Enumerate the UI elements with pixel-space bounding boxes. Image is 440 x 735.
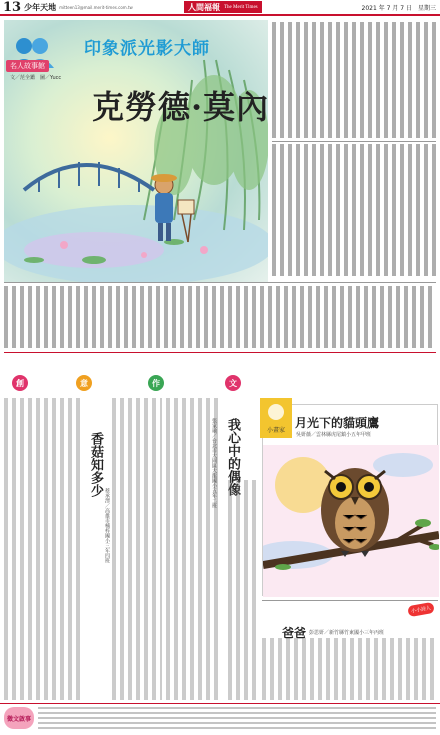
illustration-title: 月光下的貓頭鷹 (295, 416, 380, 430)
poem-title: 爸爸 (282, 626, 307, 640)
masthead (184, 1, 262, 13)
feature-body-text-3 (4, 286, 436, 348)
column-tag: 名人故事館 (6, 60, 49, 72)
page-number: 13 (3, 0, 22, 15)
section-email: mitteen13@mail.merit-times.com.tw (59, 4, 133, 10)
poem-body (262, 638, 438, 700)
poem-tag: 小小詩人 (407, 602, 435, 617)
call-for-submissions-tag: 徵文啟事 (4, 707, 34, 729)
essay-circle-3: 作 (148, 375, 164, 391)
illustration-tag (260, 398, 292, 438)
feature-column-rule (272, 141, 436, 142)
poem-rule (262, 600, 438, 601)
essay-circle-2: 意 (76, 375, 92, 391)
issue-date: 2021 年 7 月 7 日 星期三 (361, 5, 436, 12)
illustration-tag-label: 小畫家 (266, 427, 286, 434)
feature-headline: 克勞德·莫內 (92, 88, 270, 126)
article-1-author: 蔡承澤／高雄市楠梓國小三年四班 (104, 488, 110, 563)
article-2-body-2 (228, 480, 260, 700)
feature-byline: 文／范全鑑 圖／Yucc (10, 75, 62, 81)
illustration-author: 吳妍薇／雲林縣虎尾鎮小五年甲班 (296, 432, 372, 438)
article-1-body (4, 398, 82, 700)
footer-notice-text (38, 707, 436, 729)
feature-kicker: 印象派光影大師 (84, 39, 210, 59)
masthead-english: The Merit Times (224, 4, 258, 10)
feature-body-text-2 (272, 144, 436, 276)
section-title: 少年天地 (24, 2, 57, 12)
poem-author: 彭思妍／新竹縣竹東國小三年丙班 (309, 630, 385, 636)
article-2-title: 我心中的偶像 (225, 418, 240, 496)
essay-circle-1: 創 (12, 375, 28, 391)
masthead-chinese: 人間福報 (188, 1, 220, 12)
essay-circle-4: 文 (225, 375, 241, 391)
article-1-title: 香菇知多少 (88, 432, 103, 497)
section-rule-2 (4, 352, 436, 353)
section-rule (4, 282, 436, 283)
article-1-body-2 (112, 398, 162, 700)
feature-body-text (272, 22, 436, 138)
article-2-author: 張家瑜／台北市大同區大龍國小五年二班 (211, 418, 217, 508)
